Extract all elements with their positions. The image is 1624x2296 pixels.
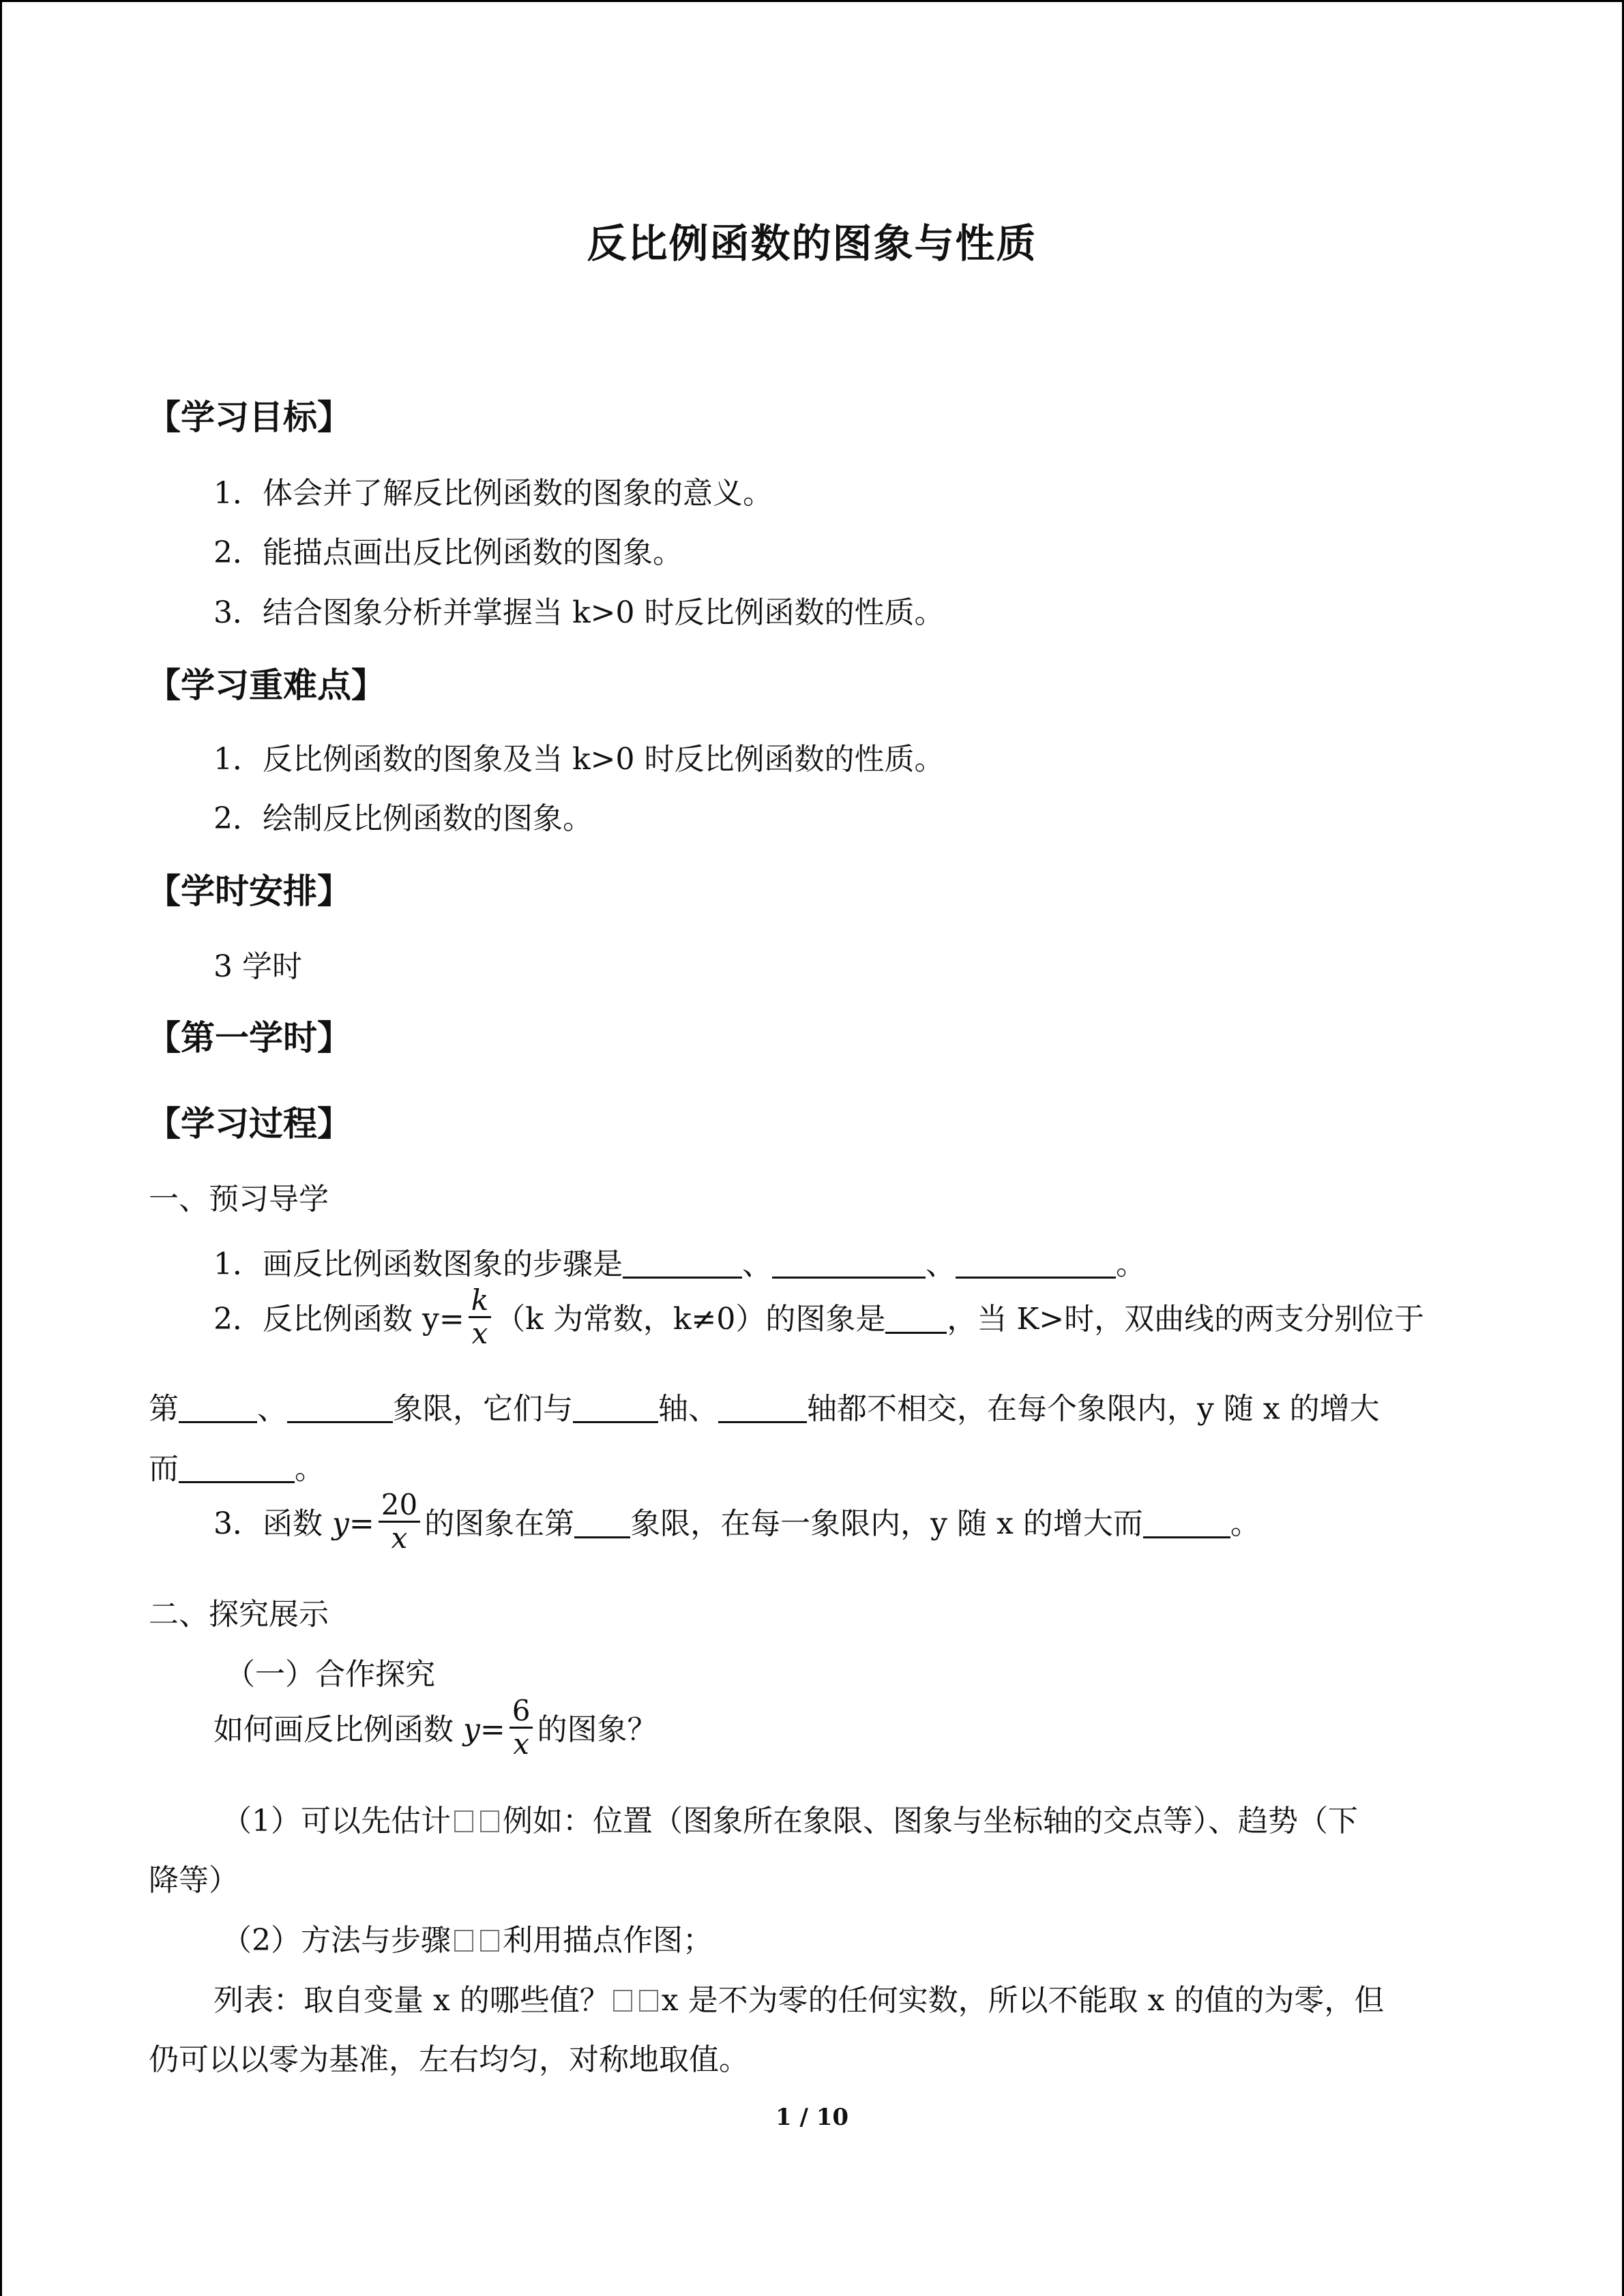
section-schedule: 【学时安排】 — [147, 871, 351, 911]
section-process: 【学习过程】 — [147, 1104, 351, 1144]
answer-blank — [1143, 1506, 1230, 1538]
preview-question-1 — [213, 1247, 1146, 1283]
placeholder-box — [454, 1810, 473, 1832]
explore-sub1: （一）合作探究 — [225, 1657, 435, 1692]
explore-question — [213, 1694, 658, 1764]
var-y: y — [332, 1506, 349, 1542]
explore-item-1-cont: 降等） — [149, 1863, 239, 1898]
q1-end: 。 — [1116, 1247, 1146, 1282]
explore-item-1 — [222, 1804, 1358, 1840]
answer-blank — [179, 1391, 257, 1423]
fraction-20-over-x — [379, 1489, 420, 1554]
q3-text: 3．函数 — [213, 1506, 323, 1542]
q2-after: ，当 K>时，双曲线的两支分别位于 — [947, 1302, 1425, 1337]
question-text: 的图象？ — [537, 1712, 658, 1748]
item-text: 例如：位置（图象所在象限、图象与坐标轴的交点等）、趋势（下 — [503, 1804, 1358, 1838]
explore-list-cont: 仍可以以零为基准，左右均匀，对称地取值。 — [149, 2042, 749, 2077]
placeholder-box — [613, 1990, 632, 2012]
answer-blank — [772, 1247, 926, 1279]
preview-question-2-line3 — [149, 1451, 325, 1487]
answer-blank — [623, 1247, 742, 1279]
q2-text: 。 — [295, 1451, 325, 1487]
item-text: x 是不为零的任何实数，所以不能取 x 的值的为零，但 — [661, 1983, 1385, 2018]
page-title: 反比例函数的图象与性质 — [587, 220, 1037, 267]
q1-sep: 、 — [742, 1247, 772, 1282]
frac-numerator: 20 — [379, 1489, 420, 1523]
item-text: （1）可以先估计 — [222, 1804, 451, 1838]
frac-numerator: k — [469, 1285, 491, 1318]
item-text: 列表：取自变量 x 的哪些值？ — [213, 1983, 610, 2018]
goal-item: 3．结合图象分析并掌握当 k>0 时反比例函数的性质。 — [213, 595, 945, 630]
placeholder-box — [454, 1930, 473, 1952]
frac-denominator: x — [391, 1521, 408, 1555]
question-text: 如何画反比例函数 — [213, 1712, 454, 1748]
placeholder-box — [639, 1990, 658, 2012]
answer-blank — [179, 1451, 295, 1483]
goal-item: 2．能描点画出反比例函数的图象。 — [213, 535, 683, 570]
equals-sign: = — [479, 1712, 505, 1748]
preview-question-3 — [213, 1488, 1260, 1558]
schedule-text: 3 学时 — [213, 949, 302, 984]
q2-text: 第 — [149, 1391, 179, 1427]
var-y: y — [463, 1712, 480, 1748]
section-first-period: 【第一学时】 — [147, 1018, 351, 1058]
explore-list-line — [213, 1983, 1384, 2019]
placeholder-box — [480, 1810, 499, 1832]
answer-blank — [885, 1302, 947, 1334]
preview-question-2 — [213, 1283, 1425, 1354]
q3-text: 象限，在每一象限内，y 随 x 的增大而 — [630, 1506, 1143, 1542]
fraction-k-over-x — [469, 1285, 491, 1350]
answer-blank — [718, 1391, 807, 1423]
key-point-item: 2．绘制反比例函数的图象。 — [213, 801, 593, 836]
q3-text: 的图象在第 — [424, 1506, 575, 1542]
top-border — [0, 0, 1624, 2]
q2-text: 而 — [149, 1451, 179, 1487]
q2-mid: （k 为常数，k≠0）的图象是 — [495, 1302, 886, 1337]
q2-prefix: 2．反比例函数 y= — [213, 1302, 464, 1337]
answer-blank — [574, 1506, 630, 1538]
q1-sep: 、 — [926, 1247, 956, 1282]
placeholder-box — [480, 1930, 499, 1952]
equals-sign: = — [349, 1506, 374, 1542]
goal-item: 1．体会并了解反比例函数的图象的意义。 — [213, 476, 773, 511]
frac-denominator: x — [471, 1317, 488, 1351]
fraction-6-over-x — [510, 1695, 533, 1760]
q1-text: 1．画反比例函数图象的步骤是 — [213, 1247, 623, 1282]
q2-text: 、 — [257, 1391, 287, 1427]
section-goals: 【学习目标】 — [147, 398, 351, 437]
q2-text: 轴都不相交，在每个象限内，y 随 x 的增大 — [807, 1391, 1380, 1427]
section-key-points: 【学习重难点】 — [147, 666, 385, 705]
answer-blank — [287, 1391, 393, 1423]
q2-text: 轴、 — [658, 1391, 718, 1427]
left-border — [0, 0, 2, 2296]
q2-text: 象限，它们与 — [393, 1391, 573, 1427]
frac-numerator: 6 — [510, 1695, 533, 1729]
page-number: 1 / 10 — [775, 2104, 849, 2131]
frac-denominator: x — [513, 1727, 529, 1761]
item-text: （2）方法与步骤 — [222, 1923, 451, 1958]
key-point-item: 1．反比例函数的图象及当 k>0 时反比例函数的性质。 — [213, 742, 945, 777]
q3-text: 。 — [1230, 1506, 1260, 1542]
answer-blank — [956, 1247, 1116, 1279]
explore-heading: 二、探究展示 — [149, 1597, 329, 1632]
preview-heading: 一、预习导学 — [149, 1182, 329, 1217]
preview-question-2-line2 — [149, 1391, 1380, 1427]
explore-item-2 — [222, 1923, 713, 1959]
item-text: 利用描点作图； — [503, 1923, 713, 1958]
answer-blank — [573, 1391, 658, 1423]
